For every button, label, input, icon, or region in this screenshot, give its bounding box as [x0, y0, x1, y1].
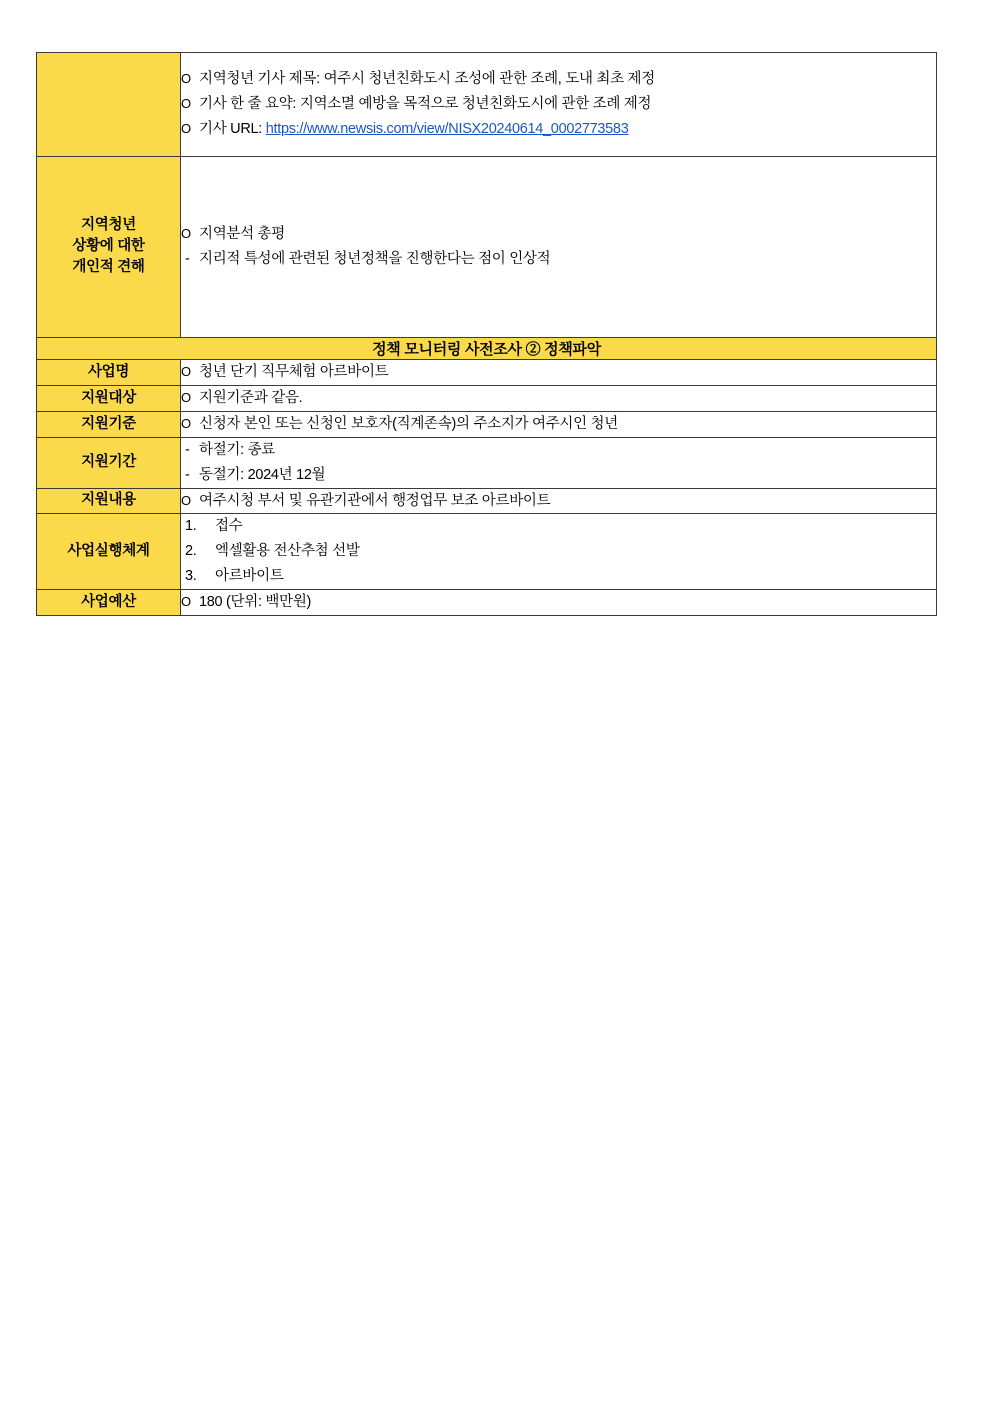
survey-table: [36, 52, 937, 616]
table-row-project-name: [37, 359, 937, 385]
label-execution-system: 사업실행체계: [37, 514, 181, 590]
execution-step-3: 3. 아르바이트: [185, 568, 284, 585]
table-row-support-target: [37, 385, 937, 411]
support-criteria-value: O 신청자 본인 또는 신청인 보호자(직계존속)의 주소지가 여주시인 청년: [181, 412, 936, 437]
table-row-section-banner: [37, 337, 937, 359]
content-project-name: [181, 359, 937, 385]
label-support-content: 지원내용: [37, 488, 181, 514]
table-row-personal-opinion: [37, 156, 937, 337]
label-support-criteria: 지원기준: [37, 411, 181, 437]
content-support-period: [181, 437, 937, 488]
table-row-support-criteria: [37, 411, 937, 437]
opinion-summary-line: O 지역분석 총평: [181, 222, 936, 247]
label-project-budget: 사업예산: [37, 590, 181, 616]
opinion-detail-line: - 지리적 특성에 관련된 청년정책을 진행한다는 점이 인상적: [181, 247, 936, 272]
article-url-link[interactable]: https://www.newsis.com/view/NISX20240614_0002773583: [265, 120, 629, 137]
support-period-summer: - 하절기: 종료: [181, 438, 936, 463]
section-banner-title: 정책 모니터링 사전조사 ② 정책파악: [37, 337, 937, 359]
article-summary-line: O 기사 한 줄 요약: 지역소멸 예방을 목적으로 청년친화도시에 관한 조례 제정: [181, 92, 936, 117]
label-line-2: 상황에 대한: [72, 238, 145, 255]
table-row-execution-system: [37, 514, 937, 590]
table-row-project-budget: [37, 590, 937, 616]
article-title-line: O 지역청년 기사 제목: 여주시 청년친화도시 조성에 관한 조례, 도내 최초 제정: [181, 67, 936, 92]
label-support-period: 지원기간: [37, 437, 181, 488]
article-url-line: O 기사 URL: https://www.newsis.com/view/NISX20240614_0002773583: [181, 117, 936, 142]
table-row-article-info: [37, 53, 937, 157]
support-content-value: O 여주시청 부서 및 유관기관에서 행정업무 보조 아르바이트: [181, 489, 936, 514]
execution-step-1: 1. 접수: [185, 518, 243, 535]
table-row-support-period: [37, 437, 937, 488]
execution-step-2: 2. 엑셀활용 전산추첨 선발: [185, 543, 360, 560]
content-project-budget: [181, 590, 937, 616]
document-page: [36, 52, 936, 616]
label-article-info: [37, 53, 181, 157]
support-target-value: O 지원기준과 같음.: [181, 386, 936, 411]
project-budget-value: O 180 (단위: 백만원): [181, 590, 936, 615]
content-support-criteria: [181, 411, 937, 437]
support-period-winter: - 동절기: 2024년 12월: [181, 463, 936, 488]
label-line-1: 지역청년: [81, 217, 136, 234]
label-personal-opinion: [37, 156, 181, 337]
content-support-content: [181, 488, 937, 514]
content-support-target: [181, 385, 937, 411]
table-row-support-content: [37, 488, 937, 514]
project-name-value: O 청년 단기 직무체험 아르바이트: [181, 360, 936, 385]
content-execution-system: [181, 514, 937, 590]
execution-steps-list: [181, 514, 936, 589]
label-support-target: 지원대상: [37, 385, 181, 411]
content-article-info: [181, 53, 937, 157]
label-project-name: 사업명: [37, 359, 181, 385]
label-line-3: 개인적 견해: [72, 259, 145, 276]
content-personal-opinion: [181, 156, 937, 337]
